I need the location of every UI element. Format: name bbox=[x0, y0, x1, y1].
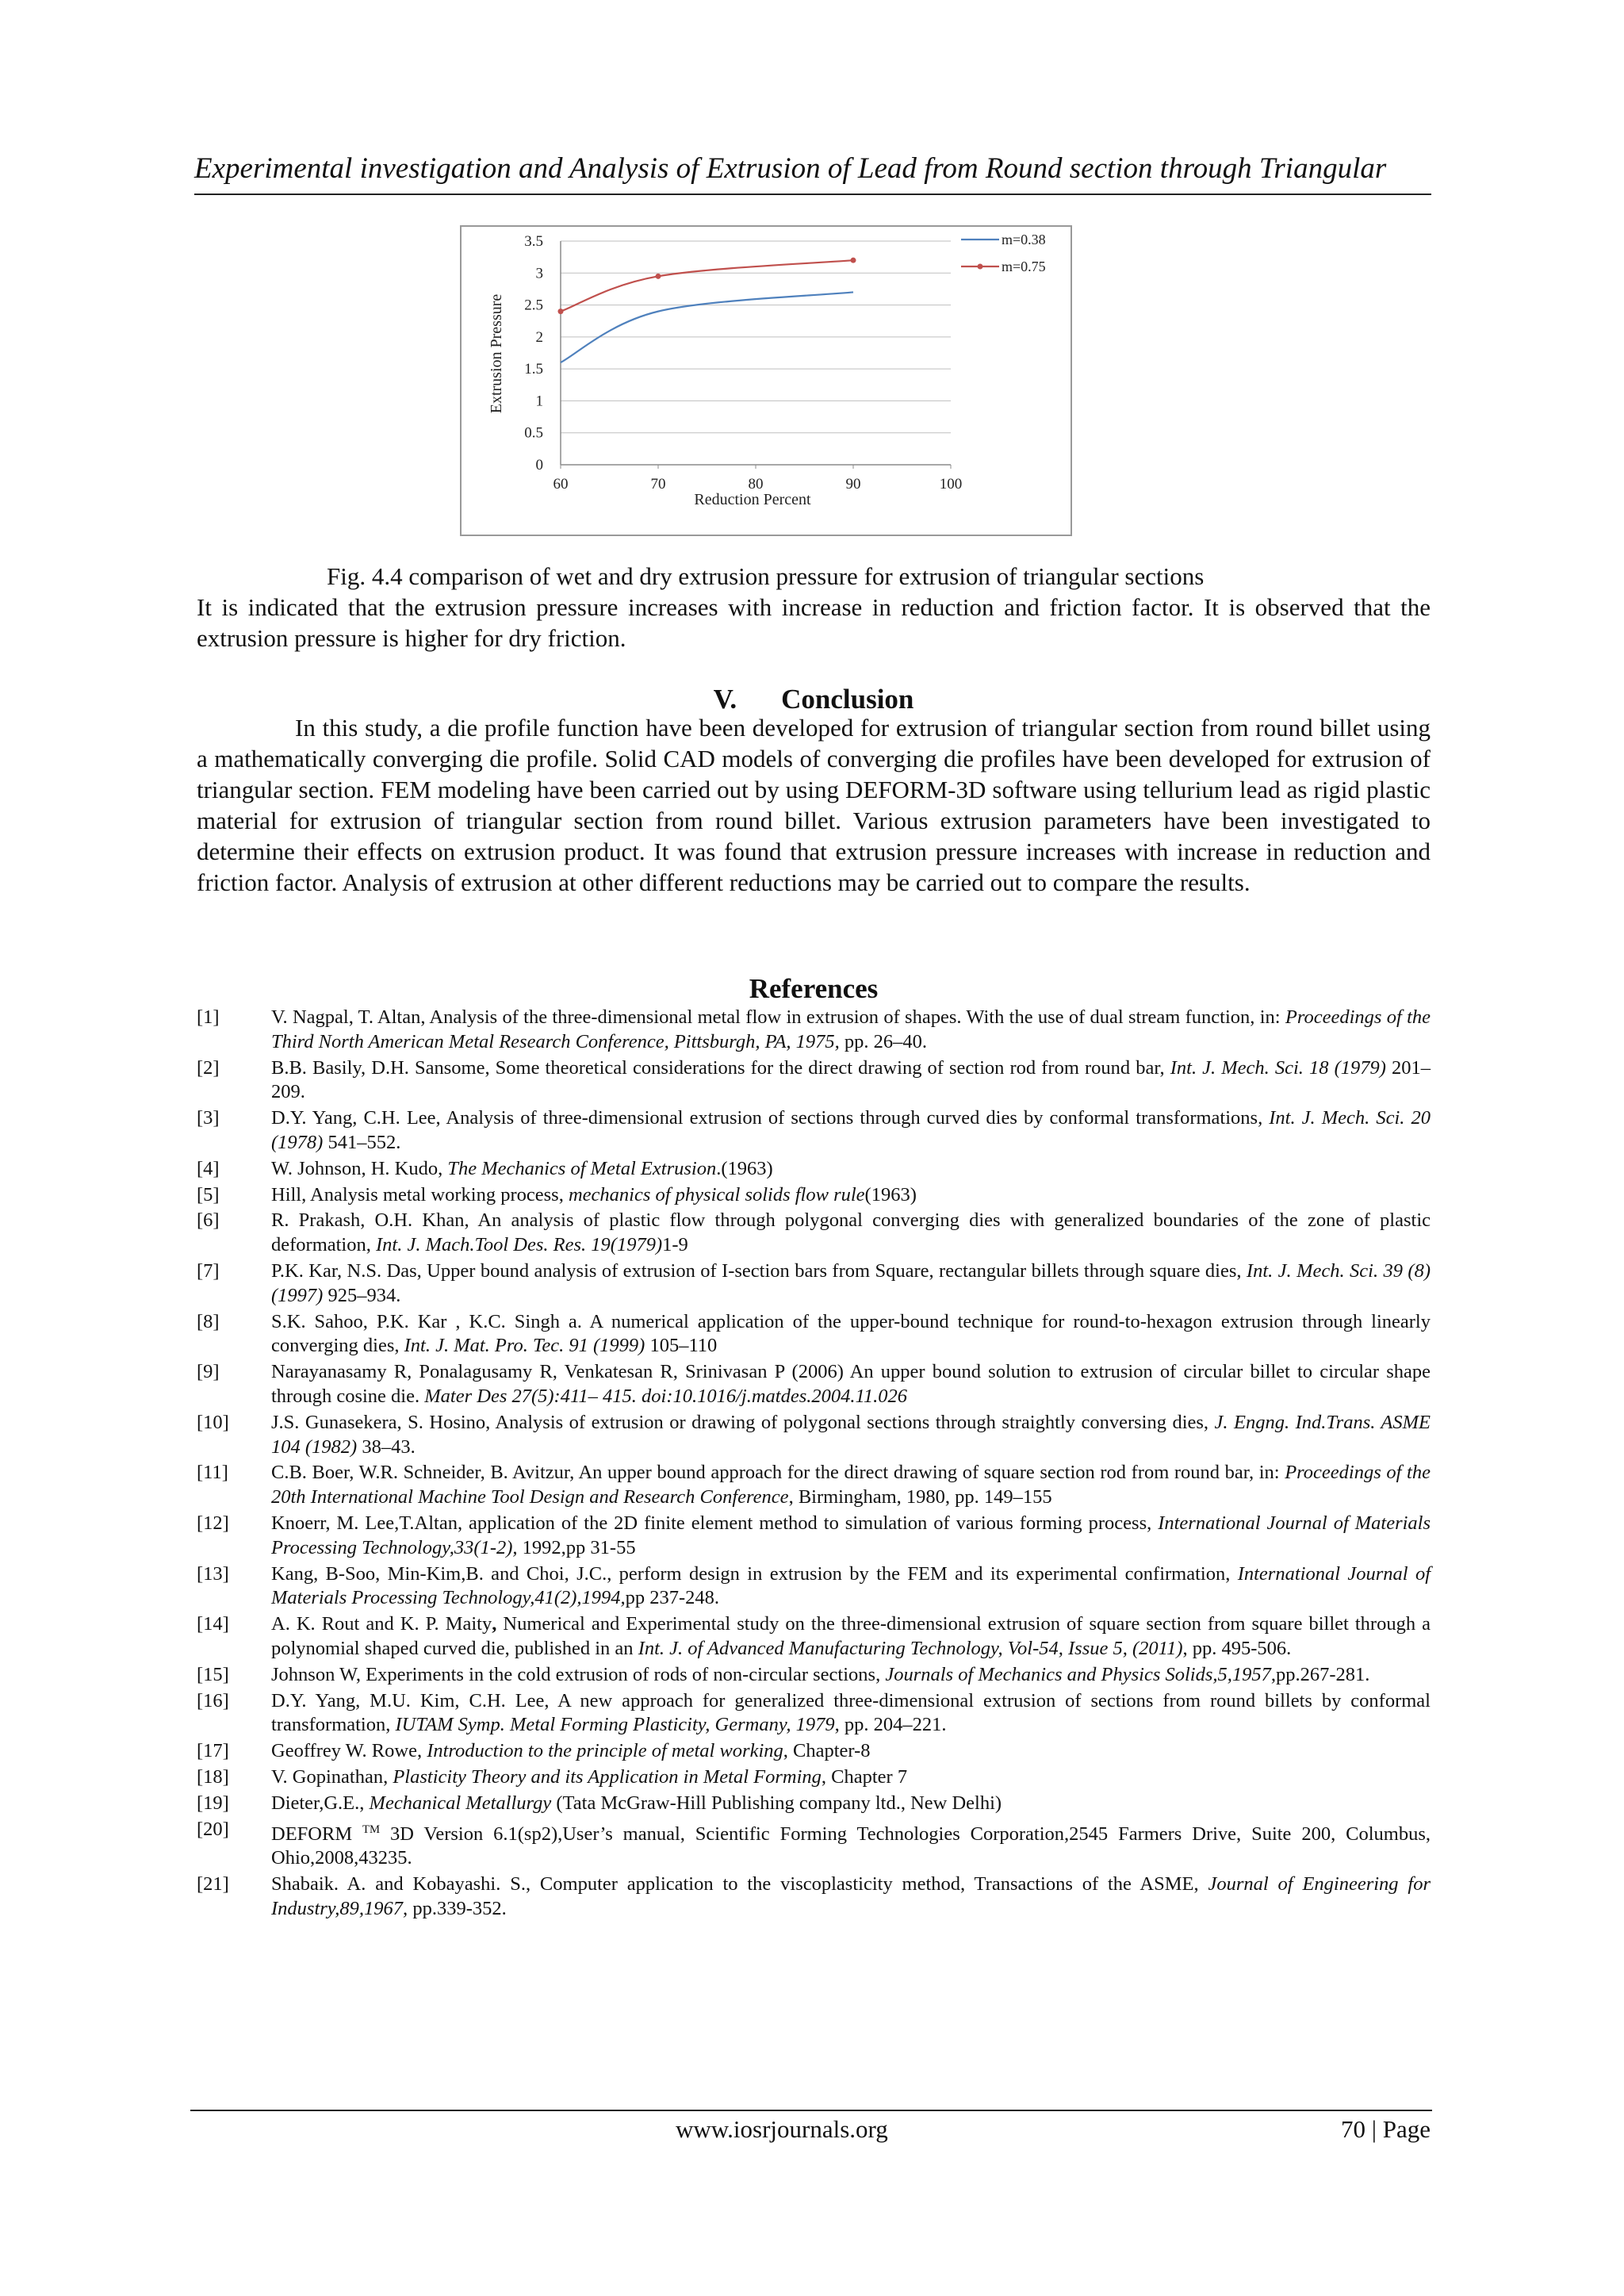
reference-number: [12] bbox=[197, 1512, 229, 1534]
data-point bbox=[656, 274, 661, 279]
reference-item bbox=[197, 1663, 1431, 1688]
footer-website[interactable]: www.iosrjournals.org bbox=[676, 2115, 888, 2143]
data-point bbox=[558, 309, 564, 314]
reference-number: [20] bbox=[197, 1818, 229, 1840]
reference-number: [8] bbox=[197, 1310, 220, 1332]
reference-item bbox=[197, 1106, 1431, 1156]
reference-number: [2] bbox=[197, 1056, 220, 1079]
chart-svg bbox=[462, 227, 1071, 535]
reference-number: [9] bbox=[197, 1361, 220, 1383]
reference-number: [10] bbox=[197, 1411, 229, 1433]
section-title: Conclusion bbox=[781, 684, 914, 715]
legend-marker bbox=[978, 264, 983, 270]
reference-item bbox=[197, 1360, 1431, 1409]
reference-number: [1] bbox=[197, 1006, 220, 1028]
reference-text: D.Y. Yang, M.U. Kim, C.H. Lee, A new approach for generalized three-dimensional extrusion of sections from round billets by conformal transformation, IUTAM Symp. Metal Forming Plasticity, Germany, 1979, pp. 204–221. bbox=[271, 1689, 1431, 1736]
reference-number: [19] bbox=[197, 1792, 229, 1814]
y-tick-label: 2 bbox=[535, 328, 543, 346]
figure-caption: Fig. 4.4 comparison of wet and dry extrusion pressure for extrusion of triangular sections bbox=[327, 562, 1205, 590]
reference-item bbox=[197, 1056, 1431, 1106]
reference-text: Kang, B-Soo, Min-Kim,B. and Choi, J.C., perform design in extrusion by the FEM and its experimental confirmation, International Journal of Materials Processing Technology,41(2),1994,pp 237-248. bbox=[271, 1562, 1431, 1609]
reference-item bbox=[197, 1259, 1431, 1309]
y-tick-label: 0.5 bbox=[524, 424, 543, 442]
running-header: Experimental investigation and Analysis of Extrusion of Lead from Round section through Triangular bbox=[194, 151, 1431, 195]
y-tick-label: 0 bbox=[535, 457, 543, 473]
data-point bbox=[851, 258, 856, 263]
reference-text: D.Y. Yang, C.H. Lee, Analysis of three-dimensional extrusion of sections through curved dies by conformal transformations, Int. J. Mech. Sci. 20 (1978) 541–552. bbox=[271, 1107, 1431, 1153]
conclusion-paragraph: In this study, a die profile function have been developed for extrusion of triangular section from round billet using a mathematically converging die profile. Solid CAD models of converging die profiles have been developed for extrusion of triangular section. FEM modeling have been carried out by using DEFORM-3D software using tellurium lead as rigid plastic material for extrusion of triangular section from round billet. Various extrusion parameters have been investigated to determine their effects on extrusion product. It was found that extrusion pressure increases with increase in reduction and friction factor. Analysis of extrusion at other different reductions may be carried out to compare the results. bbox=[197, 714, 1431, 896]
reference-number: [4] bbox=[197, 1157, 220, 1179]
observation-paragraph: It is indicated that the extrusion pressure increases with increase in reduction and friction factor. It is observed that the extrusion pressure is higher for dry friction. bbox=[197, 593, 1431, 652]
y-tick-label: 2.5 bbox=[524, 297, 543, 314]
reference-item bbox=[197, 1209, 1431, 1258]
conclusion-heading bbox=[197, 684, 1431, 715]
reference-item bbox=[197, 1872, 1431, 1922]
reference-number: [14] bbox=[197, 1613, 229, 1635]
reference-text: V. Nagpal, T. Altan, Analysis of the three-dimensional metal flow in extrusion of shapes. With the use of dual stream function, in: Proceedings of the Third North American Metal Research Conference, Pittsburgh, PA, 1975, pp. 26–40. bbox=[271, 1006, 1431, 1052]
chart-x-axis-label: Reduction Percent bbox=[694, 491, 811, 508]
figure-4-4-chart bbox=[460, 225, 1072, 536]
reference-item bbox=[197, 1792, 1431, 1816]
x-tick-label: 60 bbox=[553, 476, 569, 493]
legend-label: m=0.75 bbox=[1002, 259, 1046, 274]
reference-number: [6] bbox=[197, 1209, 220, 1232]
reference-number: [5] bbox=[197, 1183, 220, 1205]
reference-item bbox=[197, 1310, 1431, 1359]
reference-item bbox=[197, 1461, 1431, 1510]
reference-item bbox=[197, 1157, 1431, 1182]
reference-item bbox=[197, 1183, 1431, 1208]
reference-number: [16] bbox=[197, 1689, 229, 1711]
reference-item bbox=[197, 1562, 1431, 1612]
reference-text: A. K. Rout and K. P. Maity, Numerical and Experimental study on the three-dimensional extrusion of square section from square billet through a polynomial shaped curved die, published in an Int. J. of Advanced Manufacturing Technology, Vol-54, Issue 5, (2011), pp. 495-506. bbox=[271, 1613, 1431, 1659]
x-tick-label: 80 bbox=[748, 476, 764, 493]
series-line-m=0.38 bbox=[561, 292, 853, 362]
reference-item bbox=[197, 1818, 1431, 1872]
reference-number: [17] bbox=[197, 1740, 229, 1762]
reference-number: [3] bbox=[197, 1107, 220, 1129]
reference-number: [21] bbox=[197, 1873, 229, 1895]
reference-number: [11] bbox=[197, 1462, 228, 1484]
reference-text: P.K. Kar, N.S. Das, Upper bound analysis of extrusion of I-section bars from Square, rectangular billets through square dies, Int. J. Mech. Sci. 39 (8) (1997) 925–934. bbox=[271, 1259, 1431, 1306]
chart-grid bbox=[561, 241, 951, 433]
reference-item bbox=[197, 1411, 1431, 1460]
x-tick-label: 70 bbox=[650, 476, 666, 493]
reference-text: Dieter,G.E., Mechanical Metallurgy (Tata McGraw-Hill Publishing company ltd., New Delhi) bbox=[271, 1792, 1002, 1814]
reference-text: DEFORM ™ 3D Version 6.1(sp2),User’s manual, Scientific Forming Technologies Corporation,2545 Farmers Drive, Suite 200, Columbus, Ohio,2008,43235. bbox=[271, 1823, 1431, 1869]
x-tick-label: 90 bbox=[845, 476, 861, 493]
footer-rule bbox=[190, 2110, 1432, 2111]
y-tick-label: 3.5 bbox=[524, 233, 543, 250]
reference-text: Knoerr, M. Lee,T.Altan, application of the 2D finite element method to simulation of various forming process, International Journal of Materials Processing Technology,33(1-2), 1992,pp 31-55 bbox=[271, 1512, 1431, 1558]
legend-label: m=0.38 bbox=[1002, 232, 1046, 247]
reference-number: [15] bbox=[197, 1663, 229, 1685]
reference-text: Shabaik. A. and Kobayashi. S., Computer application to the viscoplasticity method, Transactions of the ASME, Journal of Engineering for Industry,89,1967, pp.339-352. bbox=[271, 1873, 1431, 1920]
reference-text: V. Gopinathan, Plasticity Theory and its Application in Metal Forming, Chapter 7 bbox=[271, 1765, 908, 1788]
y-tick-label: 1 bbox=[535, 393, 543, 410]
reference-text: Narayanasamy R, Ponalagusamy R, Venkatesan R, Srinivasan P (2006) An upper bound solution to extrusion of circular billet to circular shape through cosine die. Mater Des 27(5):411– 415. doi:10.1016/j.matdes.2004.11.026 bbox=[271, 1361, 1431, 1407]
reference-text: Johnson W, Experiments in the cold extrusion of rods of non-circular sections, Journals of Mechanics and Physics Solids,5,1957,pp.267-281. bbox=[271, 1663, 1370, 1685]
reference-number: [13] bbox=[197, 1562, 229, 1585]
reference-text: W. Johnson, H. Kudo, The Mechanics of Metal Extrusion.(1963) bbox=[271, 1157, 773, 1179]
reference-item bbox=[197, 1739, 1431, 1764]
references-heading: References bbox=[749, 973, 879, 1004]
reference-number: [18] bbox=[197, 1765, 229, 1788]
reference-item bbox=[197, 1006, 1431, 1055]
chart-legend bbox=[961, 232, 1046, 274]
reference-text: J.S. Gunasekera, S. Hosino, Analysis of extrusion or drawing of polygonal sections through straightly conversing dies, J. Engng. Ind.Trans. ASME 104 (1982) 38–43. bbox=[271, 1411, 1431, 1458]
y-tick-label: 1.5 bbox=[524, 361, 543, 378]
reference-item bbox=[197, 1512, 1431, 1561]
reference-item bbox=[197, 1612, 1431, 1662]
reference-text: S.K. Sahoo, P.K. Kar , K.C. Singh a. A numerical application of the upper-bound technique for round-to-hexagon extrusion through linearly converging dies, Int. J. Mat. Pro. Tec. 91 (1999) 105–110 bbox=[271, 1310, 1431, 1357]
reference-number: [7] bbox=[197, 1259, 220, 1282]
chart-y-axis-label: Extrusion Pressure bbox=[488, 293, 505, 414]
reference-text: R. Prakash, O.H. Khan, An analysis of plastic flow through polygonal converging dies with generalized boundaries of the zone of plastic deformation, Int. J. Mach.Tool Des. Res. 19(1979)1-9 bbox=[271, 1209, 1431, 1256]
x-tick-label: 100 bbox=[939, 476, 963, 493]
reference-item bbox=[197, 1689, 1431, 1738]
chart-axes bbox=[524, 233, 962, 493]
reference-text: C.B. Boer, W.R. Schneider, B. Avitzur, An upper bound approach for the direct drawing of square section rod from round bar, in: Proceedings of the 20th International Machine Tool Design and Research Conference, Birmingham, 1980, pp. 149–155 bbox=[271, 1462, 1431, 1508]
reference-text: Geoffrey W. Rowe, Introduction to the principle of metal working, Chapter-8 bbox=[271, 1740, 871, 1762]
footer-page-number: 70 | Page bbox=[1341, 2115, 1431, 2143]
y-tick-label: 3 bbox=[535, 265, 543, 282]
reference-text: Hill, Analysis metal working process, mechanics of physical solids flow rule(1963) bbox=[271, 1183, 917, 1205]
reference-text: B.B. Basily, D.H. Sansome, Some theoretical considerations for the direct drawing of section rod from round bar, Int. J. Mech. Sci. 18 (1979) 201–209. bbox=[271, 1056, 1431, 1103]
reference-list bbox=[197, 1006, 1431, 1923]
reference-item bbox=[197, 1765, 1431, 1790]
section-number: V. bbox=[713, 684, 737, 715]
